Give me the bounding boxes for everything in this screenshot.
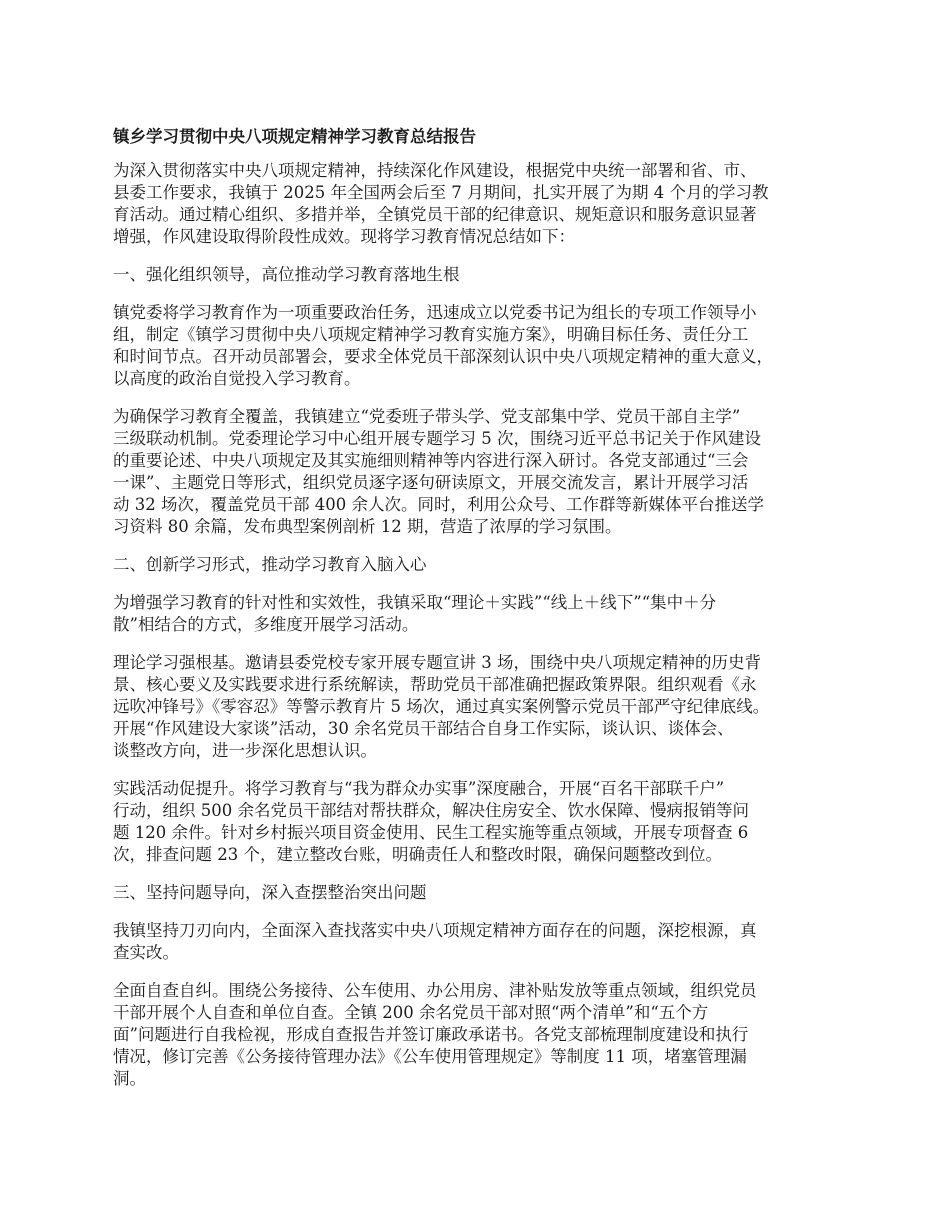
body-paragraph	[113, 652, 873, 762]
paragraph-list	[113, 160, 873, 1090]
body-paragraph	[113, 592, 873, 636]
text-line: 以高度的政治自觉投入学习教育。	[113, 369, 361, 388]
text-line: 次，排查问题 23 个，建立整改台账，明确责任人和整改时限，确保问题整改到位。	[113, 845, 722, 864]
text-line: 县委工作要求，我镇于 2025 年全国两会后至 7 月期间，扎实开展了为期 4 个月的学习教	[113, 183, 769, 202]
text-line: 三、坚持问题导向，深入查摆整治突出问题	[113, 883, 427, 902]
text-line: 动 32 场次，覆盖党员干部 400 余人次。同时，利用公众号、工作群等新媒体平台推送学	[113, 495, 764, 514]
text-line: 查实改。	[113, 943, 179, 962]
body-paragraph	[113, 406, 873, 538]
text-line: 为增强学习教育的针对性和实效性，我镇采取“理论＋实践”“线上＋线下”“集中＋分	[113, 593, 717, 612]
text-line: 三级联动机制。党委理论学习中心组开展专题学习 5 次，围绕习近平总书记关于作风建设	[113, 429, 761, 448]
section-heading	[113, 554, 873, 576]
text-line: 洞。	[113, 1069, 146, 1088]
text-line: 面”问题进行自我检视，形成自查报告并签订廉政承诺书。各党支部梳理制度建设和执行	[113, 1025, 749, 1044]
section-heading	[113, 264, 873, 286]
text-line: 开展“作风建设大家谈”活动，30 余名党员干部结合自身工作实际，谈认识、谈体会、	[113, 719, 734, 738]
text-line: 和时间节点。召开动员部署会，要求全体党员干部深刻认识中央八项规定精神的重大意义，	[113, 347, 773, 366]
text-line: 干部开展个人自查和单位自查。全镇 200 余名党员干部对照“两个清单”和“五个方	[113, 1003, 709, 1022]
text-line: 远吹冲锋号》《零容忍》等警示教育片 5 场次，通过真实案例警示党员干部严守纪律底线。	[113, 697, 770, 716]
text-line: 镇党委将学习教育作为一项重要政治任务，迅速成立以党委书记为组长的专项工作领导小	[113, 303, 757, 322]
text-line: 为确保学习教育全覆盖，我镇建立“党委班子带头学、党支部集中学、党员干部自主学”	[113, 407, 741, 426]
text-line: 景、核心要义及实践要求进行系统解读，帮助党员干部准确把握政策界限。组织观看《永	[113, 675, 757, 694]
text-line: 组，制定《镇学习贯彻中央八项规定精神学习教育实施方案》，明确目标任务、责任分工	[113, 325, 749, 344]
text-line: 实践活动促提升。将学习教育与“我为群众办实事”深度融合，开展“百名干部联千户”	[113, 779, 725, 798]
text-line: 理论学习强根基。邀请县委党校专家开展专题宣讲 3 场，围绕中央八项规定精神的历史背	[113, 653, 761, 672]
text-line: 育活动。通过精心组织、多措并举，全镇党员干部的纪律意识、规矩意识和服务意识显著	[113, 205, 757, 224]
body-paragraph	[113, 778, 873, 866]
text-line: 增强，作风建设取得阶段性成效。现将学习教育情况总结如下：	[113, 227, 575, 246]
text-line: 习资料 80 余篇，发布典型案例剖析 12 期，营造了浓厚的学习氛围。	[113, 517, 622, 536]
document-body	[113, 126, 873, 1106]
text-line: 我镇坚持刀刃向内，全面深入查找落实中央八项规定精神方面存在的问题，深挖根源，真	[113, 921, 757, 940]
text-line: 二、创新学习形式，推动学习教育入脑入心	[113, 555, 427, 574]
text-line: 一课”、主题党日等形式，组织党员逐字逐句研读原文，开展交流发言，累计开展学习活	[113, 473, 749, 492]
text-line: 题 120 余件。针对乡村振兴项目资金使用、民生工程实施等重点领域，开展专项督查 6	[113, 823, 749, 842]
body-paragraph	[113, 160, 873, 248]
text-line: 的重要论述、中央八项规定及其实施细则精神等内容进行深入研讨。各党支部通过“三会	[113, 451, 749, 470]
text-line: 情况，修订完善《公务接待管理办法》《公车使用管理规定》等制度 11 项，堵塞管理漏	[113, 1047, 747, 1066]
body-paragraph	[113, 980, 873, 1090]
text-line: 散”相结合的方式，多维度开展学习活动。	[113, 615, 419, 634]
text-line: 一、强化组织领导，高位推动学习教育落地生根	[113, 265, 460, 284]
text-line: 行动，组织 500 余名党员干部结对帮扶群众，解决住房安全、饮水保障、慢病报销等问	[113, 801, 749, 820]
body-paragraph	[113, 302, 873, 390]
section-heading	[113, 882, 873, 904]
text-line: 全面自查自纠。围绕公务接待、公车使用、办公用房、津补贴发放等重点领域，组织党员	[113, 981, 757, 1000]
text-line: 为深入贯彻落实中央八项规定精神，持续深化作风建设，根据党中央统一部署和省、市、	[113, 161, 757, 180]
document-title: 镇乡学习贯彻中央八项规定精神学习教育总结报告	[113, 127, 476, 146]
text-line: 谈整改方向，进一步深化思想认识。	[113, 741, 377, 760]
body-paragraph	[113, 920, 873, 964]
